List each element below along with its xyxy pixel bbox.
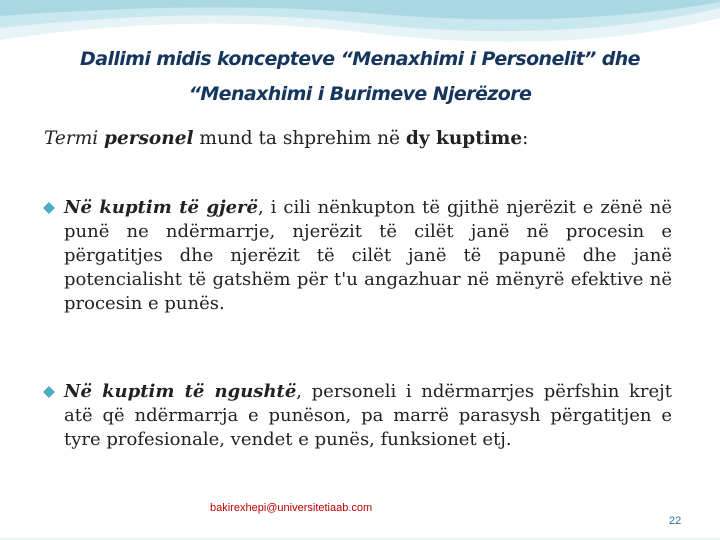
bullet-1-text: , i cili nënkupton të gjithë njerëzit e zënë në punë ne ndërmarrje, njerëzit të cilët janë në procesin e përgatitjes dhe njerëzit të cilët janë të papunë dhe janë potencialisht të gatshëm për t'u angazhuar në mënyrë efektive në procesin e punës. xyxy=(64,197,672,314)
intro-term-personel: personel xyxy=(104,128,194,149)
slide-title: Dallimi midis koncepteve “Menaxhimi i Personelit” dhe “Menaxhimi i Burimeve Njerëzore xyxy=(80,48,640,105)
intro-dy-kuptime: dy kuptime xyxy=(405,128,523,149)
diamond-bullet-icon xyxy=(43,202,55,214)
intro-part2: mund ta shprehim në xyxy=(193,128,406,149)
bullet-2-text: , personeli i ndërmarrjes përfshin krejt atë që ndërmarrja e punëson, pa marrë parasysh përgatitjen e tyre profesionale, vendet e punës, funksionet etj. xyxy=(64,381,672,450)
intro-part3: : xyxy=(522,128,529,149)
bullet-item-1 xyxy=(64,196,672,316)
intro-text xyxy=(44,128,528,149)
bullet-2-lead: Në kuptim të ngushtë xyxy=(64,381,297,402)
bullet-1-lead: Në kuptim të gjerë xyxy=(64,197,258,218)
bullet-item-2 xyxy=(64,380,672,452)
page-number: 22 xyxy=(669,515,682,527)
diamond-bullet-icon xyxy=(43,386,55,398)
footer-email: bakirexhepi@universitetiaab.com xyxy=(210,502,373,514)
intro-part1: Termi xyxy=(44,128,105,149)
